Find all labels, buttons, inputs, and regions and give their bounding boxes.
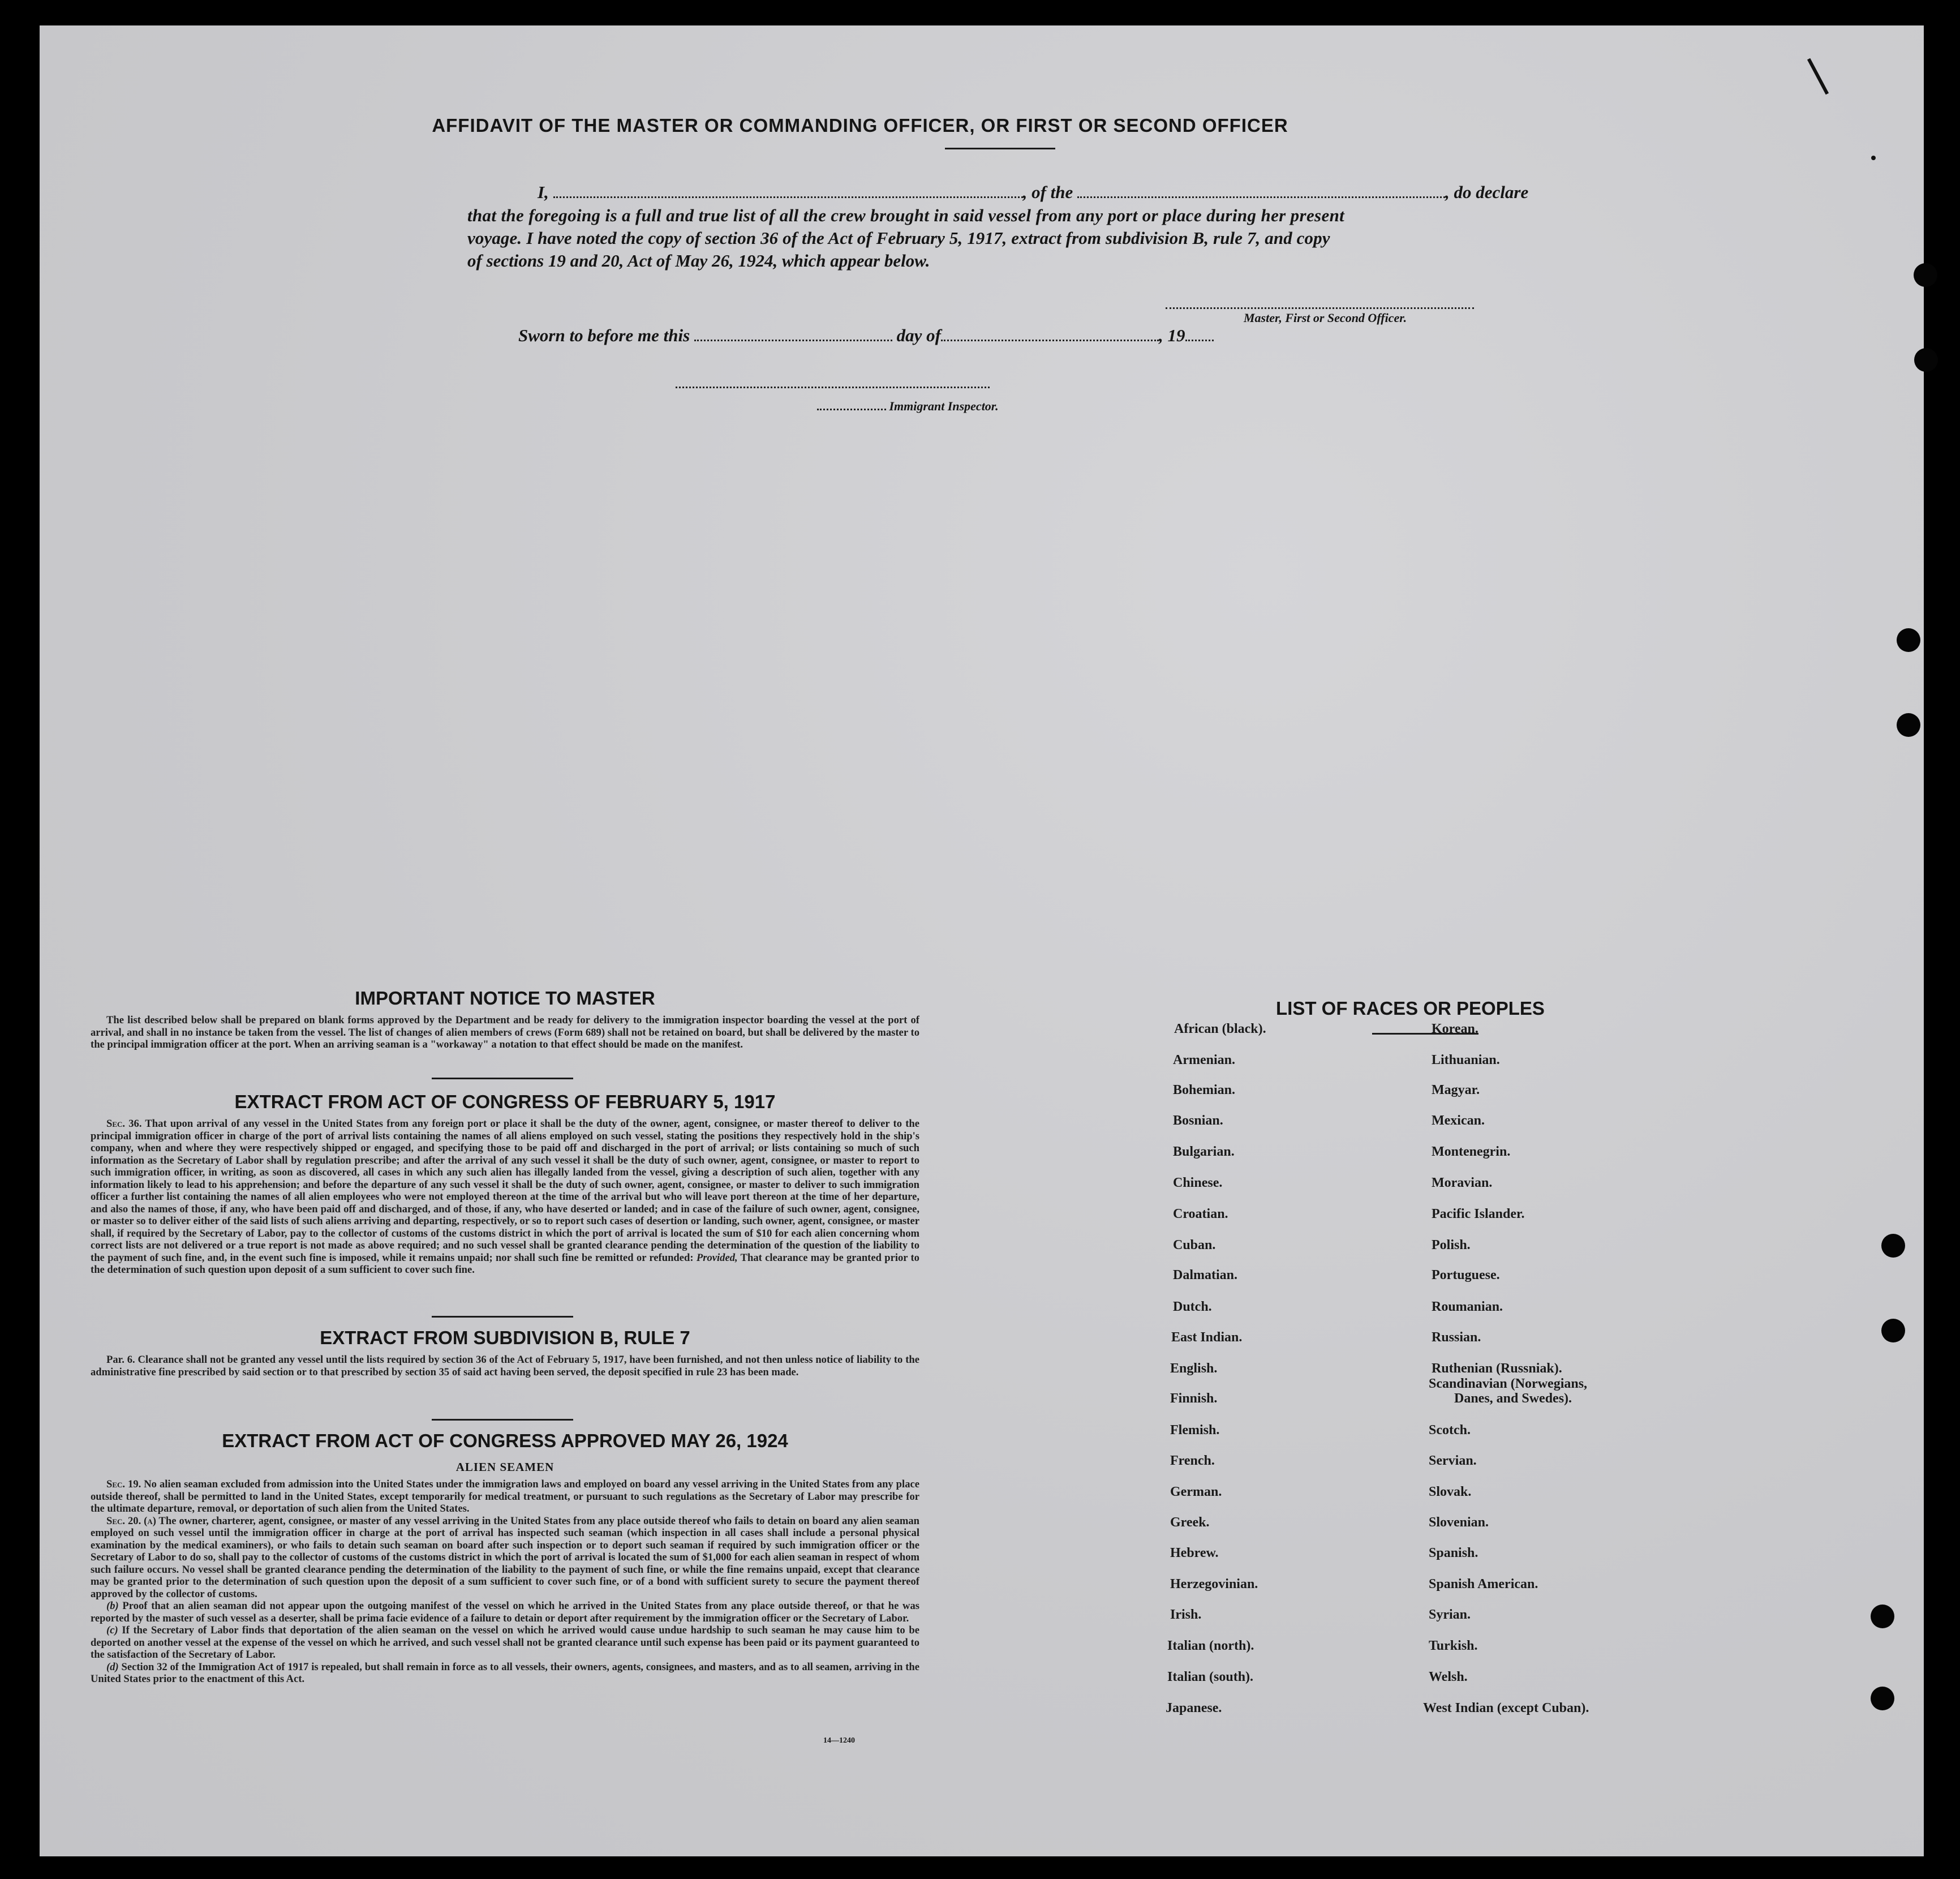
binder-hole (1914, 263, 1937, 287)
master-signature-blank[interactable] (1166, 307, 1474, 309)
extract-1917-title: EXTRACT FROM ACT OF CONGRESS OF FEBRUARY 5, 1917 (234, 1091, 776, 1112)
race-left-item: Greek. (1170, 1515, 1210, 1530)
race-left-item: Flemish. (1170, 1423, 1220, 1438)
race-left-item: Bosnian. (1173, 1113, 1223, 1128)
extract-rule7-body (91, 1354, 919, 1378)
race-left-item: Italian (south). (1167, 1670, 1254, 1684)
extract-1924-body (91, 1478, 919, 1685)
sec20a-paragraph (91, 1515, 919, 1601)
sworn-year-blank[interactable] (1185, 339, 1214, 341)
form-number: 14—1240 (823, 1736, 855, 1745)
binder-hole (1881, 1234, 1905, 1258)
sec19-text: No alien seaman excluded from admission into the United States under the immigration laws and employed on board any vessel arriving in the United States from any place outside thereof, shall be permitted to land in the United States, except temporarily for medical treatment, or pursuant to such regulations as the Secretary of Labor may prescribe for the ultimate departure, removal, or deportation of such alien from the United States. (91, 1478, 919, 1515)
race-right-item: Mexican. (1432, 1113, 1485, 1128)
race-right-item: Russian. (1432, 1330, 1481, 1345)
race-right-item: Ruthenian (Russniak). (1432, 1361, 1562, 1376)
race-left-item: Irish. (1170, 1607, 1202, 1622)
affidavit-of-the: , of the (1022, 182, 1073, 202)
race-left-item: Dutch. (1173, 1299, 1212, 1314)
binder-hole (1871, 1687, 1894, 1710)
sworn-day-blank[interactable] (694, 339, 892, 341)
race-left-item: Bohemian. (1173, 1083, 1236, 1097)
sec20b-paragraph (91, 1600, 919, 1624)
binder-hole (1897, 628, 1920, 652)
race-right-item: Slovak. (1429, 1485, 1472, 1499)
extract-1917-body (91, 1118, 919, 1276)
sec20d-text: Section 32 of the Immigration Act of 1917 is repealed, but shall remain in force as to all vessels, their owners, agents, consignees, and masters, and as to all seamen, arriving in the United States prior to the enactment of this Act. (91, 1661, 919, 1685)
race-left-item: Dalmatian. (1173, 1268, 1237, 1282)
sec20c-paragraph (91, 1624, 919, 1661)
binder-hole (1897, 713, 1920, 737)
race-left-item: Chinese. (1173, 1176, 1223, 1190)
race-right-item: Polish. (1432, 1238, 1471, 1252)
sworn-day-of: day of (896, 325, 941, 345)
race-right-scandinavian-cont: Danes, and Swedes). (1454, 1391, 1572, 1406)
document-sheet (40, 25, 1924, 1856)
alien-seamen-subtitle: ALIEN SEAMEN (455, 1460, 555, 1474)
races-title: LIST OF RACES OR PEOPLES (1276, 998, 1545, 1019)
race-right-item: Welsh. (1429, 1670, 1468, 1684)
title-divider (945, 148, 1055, 149)
sec36-label: Sec. 36. (106, 1118, 142, 1130)
race-right-item: Scandinavian (Norwegians, (1429, 1376, 1588, 1391)
inspector-line (817, 399, 999, 414)
sec20b-text: Proof that an alien seaman did not appear upon the outgoing manifest of the vessel on which he arrived in the United States from any place outside thereof, or that he was reported by the master of such vessel as a deserter, shall be prima facie evidence of a failure to detain or deport after requirement by the immigration officer or the Secretary of Labor. (91, 1600, 920, 1624)
race-left-item: Japanese. (1166, 1701, 1222, 1715)
race-right-item: Lithuanian. (1432, 1053, 1500, 1067)
notice-body (91, 1014, 919, 1051)
section-divider (432, 1316, 573, 1318)
race-right-item: Montenegrin. (1432, 1144, 1511, 1159)
ink-speck (1807, 58, 1829, 95)
race-right-item: Scotch. (1429, 1423, 1471, 1438)
race-left-item: French. (1170, 1453, 1215, 1468)
race-left-item: Finnish. (1170, 1391, 1218, 1406)
race-left-item: Hebrew. (1170, 1546, 1219, 1560)
affidavit-line-4: of sections 19 and 20, Act of May 26, 1924, which appear below. (467, 251, 930, 271)
race-right-item: Servian. (1429, 1453, 1477, 1468)
race-left-item: Bulgarian. (1173, 1144, 1235, 1159)
race-right-item: Korean. (1432, 1022, 1478, 1036)
inspector-signature-blank[interactable] (676, 387, 990, 388)
ink-speck (1871, 156, 1876, 160)
sec20a-label: Sec. 20. (a) (106, 1515, 156, 1527)
sec20a-text: The owner, charterer, agent, consignee, or master of any vessel arriving in the United States from any place outside thereof who fails to detain on board any alien seaman employed on such vessel until the immigration officer in charge at the port of arrival has inspected such seaman (which inspection in all cases shall include a personal physical examination by the medical examiners), or who fails to detain such seaman on board after such inspection or to deport such seaman if required by such immigration officer or the Secretary of Labor to do so, shall pay to the collector of customs of the customs district in which the port of arrival is located the sum of $1,000 for each alien seaman in respect of whom such failure occurs. No vessel shall be granted clearance pending the determination of the liability to the payment of such fine, or while the fine remains unpaid, except that clearance may be granted prior to the determination of such question upon the deposit of a sum sufficient to cover such fine, or of a bond with sufficient surety to secure the payment thereof approved by the collector of customs. (91, 1515, 919, 1600)
race-right-item: Moravian. (1432, 1176, 1493, 1190)
name-blank[interactable] (553, 196, 1023, 198)
affidavit-line-1 (538, 182, 1528, 203)
sec36-provided: Provided, (696, 1251, 738, 1264)
race-left-item: English. (1170, 1361, 1218, 1376)
sec20d-label: (d) (106, 1661, 119, 1673)
race-left-item: African (black). (1174, 1022, 1266, 1036)
sec36-text: That upon arrival of any vessel in the United States from any foreign port or place it shall be the duty of the owner, agent, consignee, or master thereof to deliver to the principal immigration officer in charge of the port of arrival lists containing the names of all aliens employed on such vessel, stating the positions they respectively hold in the ship's company, when and where they were respectively shipped or engaged, and specifying those to be paid off and discharged in the port of arrival; or lists containing so much of such information as the Secretary of Labor shall by regulation prescribe; and after the arrival of any such vessel it shall be the duty of such owner, agent, consignee, or master to report to such immigration officer, in writing, as soon as discovered, all cases in which any such alien has illegally landed from the vessel, giving a description of such alien, together with any information likely to lead to his apprehension; and before the departure of any such vessel it shall be the duty of such owner, agent, consignee, or master to deliver to such immigration officer a further list containing the names of all alien employees who were not employed thereon at the time of the arrival but who will leave port thereon at the time of her departure, and also the names of those, if any, who have been paid off and discharged, and of those, if any, who have deserted or landed; and in case of the failure of such owner, agent, consignee, or master so to deliver either of the said lists of such aliens arriving and departing, respectively, or so to report such cases of desertion or landing, such owner, agent, consignee, or master shall, if required by the Secretary of Labor, pay to the collector of customs of the customs district in which the port of arrival is located the sum of $10 for each alien concerning whom correct lists are not delivered or a true report is not made as above required; and no such vessel shall be granted clearance pending the determination of the question of the liability to the payment of such fine, and, in the event such fine is imposed, while it remains unpaid; nor shall such fine be remitted or refunded: (91, 1118, 920, 1264)
sec20d-paragraph (91, 1661, 919, 1685)
race-right-item: Pacific Islander. (1432, 1207, 1525, 1221)
sec36-paragraph (91, 1118, 919, 1276)
vessel-blank[interactable] (1077, 196, 1445, 198)
race-left-item: Herzegovinian. (1170, 1577, 1258, 1591)
race-right-item: Roumanian. (1432, 1299, 1503, 1314)
extract-1924-title: EXTRACT FROM ACT OF CONGRESS APPROVED MAY 26, 1924 (222, 1430, 788, 1451)
master-label: Master, First or Second Officer. (1244, 311, 1407, 325)
rule7-paragraph: Par. 6. Clearance shall not be granted any vessel until the lists required by section 36 of the Act of February 5, 1917, have been furnished, and not then unless notice of liability to the administrative fine prescribed by said section or to that prescribed by section 35 of said act having been served, the deposit specified in rule 23 has been made. (91, 1354, 919, 1378)
section-divider (432, 1078, 573, 1079)
sec20c-label: (c) (106, 1624, 118, 1636)
race-right-item: Spanish. (1429, 1546, 1478, 1560)
binder-hole (1914, 348, 1938, 372)
race-right-item: Turkish. (1429, 1638, 1478, 1653)
race-right-item: Spanish American. (1429, 1577, 1538, 1591)
affidavit-declare: , do declare (1445, 182, 1529, 202)
race-left-item: Italian (north). (1167, 1638, 1254, 1653)
binder-hole (1881, 1319, 1905, 1342)
race-right-item: Syrian. (1429, 1607, 1471, 1622)
inspector-label: Immigrant Inspector. (889, 399, 999, 413)
sworn-prefix: Sworn to before me this (518, 325, 690, 345)
sec20c-text: If the Secretary of Labor finds that deportation of the alien seaman on the vessel on which he arrived would cause undue hardship to such seaman he may cause him to be deported on another vessel at the expense of the vessel on which he arrived, and such vessel shall not be granted clearance until such expense has been paid or its payment guaranteed to the satisfaction of the Secretary of Labor. (91, 1624, 920, 1661)
affidavit-i: I, (538, 182, 549, 202)
notice-paragraph: The list described below shall be prepared on blank forms approved by the Department and be ready for delivery to the immigration inspector boarding the vessel at the port of arrival, and shall in no instance be taken from the vessel. The list of changes of alien members of crews (Form 689) shall not be retained on board, but shall be delivered by the master to the principal immigration officer at the port. When an arriving seaman is a "workaway" a notation to that effect should be made on the manifest. (91, 1014, 919, 1050)
sworn-year: , 19 (1159, 325, 1185, 345)
affidavit-line-2: that the foregoing is a full and true list of all the crew brought in said vessel from any port or place during her present (467, 205, 1345, 225)
sec36-tail: That clearance may be granted prior to the determination of such question upon deposit of a sum sufficient to cover such fine. (91, 1251, 919, 1276)
extract-rule7-title: EXTRACT FROM SUBDIVISION B, RULE 7 (320, 1327, 690, 1348)
binder-hole (1871, 1605, 1894, 1628)
race-right-item: Slovenian. (1429, 1515, 1489, 1530)
affidavit-line-3: voyage. I have noted the copy of section 36 of the Act of February 5, 1917, extract from subdivision B, rule 7, and copy (467, 228, 1330, 248)
affidavit-title: AFFIDAVIT OF THE MASTER OR COMMANDING OFFICER, OR FIRST OR SECOND OFFICER (432, 115, 1288, 136)
sec20b-label: (b) (106, 1600, 119, 1612)
race-left-item: East Indian. (1171, 1330, 1243, 1345)
race-left-item: Cuban. (1173, 1238, 1216, 1252)
inspector-prefix-blank (817, 408, 886, 410)
section-divider (432, 1419, 573, 1421)
notice-title: IMPORTANT NOTICE TO MASTER (355, 988, 655, 1009)
race-left-item: Armenian. (1173, 1053, 1235, 1067)
sworn-line (518, 325, 1214, 346)
race-right-item: West Indian (except Cuban). (1423, 1701, 1589, 1715)
sworn-month-blank[interactable] (941, 339, 1159, 341)
race-left-item: Croatian. (1173, 1207, 1228, 1221)
race-right-item: Portuguese. (1432, 1268, 1500, 1282)
sec19-label: Sec. 19. (106, 1478, 141, 1490)
race-right-item: Magyar. (1432, 1083, 1480, 1097)
race-left-item: German. (1170, 1485, 1222, 1499)
sec19-paragraph (91, 1478, 919, 1515)
